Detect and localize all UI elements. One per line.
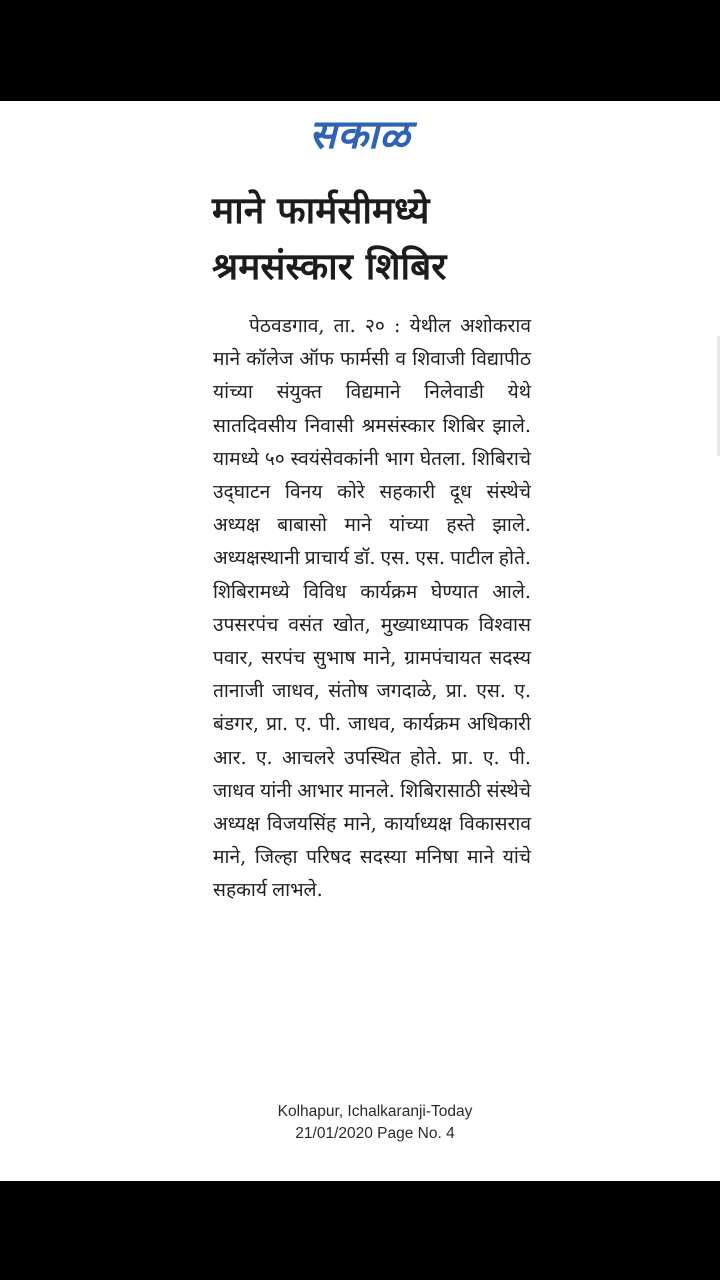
- headline-line-1: माने फार्मसीमध्ये: [212, 189, 430, 232]
- newspaper-masthead: सकाळ: [309, 111, 411, 158]
- edition-label: Kolhapur, Ichalkaranji-Today: [277, 1103, 473, 1120]
- clipping-source-footer: [200, 1101, 550, 1145]
- headline-line-2: श्रमसंस्कार शिबिर: [212, 245, 447, 288]
- date-page-label: 21/01/2020 Page No. 4: [295, 1125, 455, 1142]
- article-body: पेठवडगाव, ता. २० : येथील अशोकराव माने कॉलेज ऑफ फार्मसी व शिवाजी विद्यापीठ यांच्या संयुक्त विद्यमाने निलेवाडी येथे सातदिवसीय निवासी श्रमसंस्कार शिबिर झाले. यामध्ये ५० स्वयंसेवकांनी भाग घेतला. शिबिराचे उद्‌घाटन विनय कोरे सहकारी दूध संस्थेचे अध्यक्ष बाबासो माने यांच्या हस्ते झाले. अध्यक्षस्थानी प्राचार्य डॉ. एस. एस. पाटील होते. शिबिरामध्ये विविध कार्यक्रम घेण्यात आले. उपसरपंच वसंत खोत, मुख्याध्यापक विश्वास पवार, सरपंच सुभाष माने, ग्रामपंचायत सदस्य तानाजी जाधव, संतोष जगदाळे, प्रा. एस. ए. बंडगर, प्रा. ए. पी. जाधव, कार्यक्रम अधिकारी आर. ए. आचलरे उपस्थित होते. प्रा. ए. पी. जाधव यांनी आभार मानले. शिबिरासाठी संस्थेचे अध्यक्ष विजयसिंह माने, कार्याध्यक्ष विकासराव माने, जिल्हा परिषद सदस्या मनिषा माने यांचे सहकार्य लाभले.: [213, 314, 531, 902]
- newspaper-clipping: [0, 101, 720, 1181]
- article-headline: [212, 183, 552, 295]
